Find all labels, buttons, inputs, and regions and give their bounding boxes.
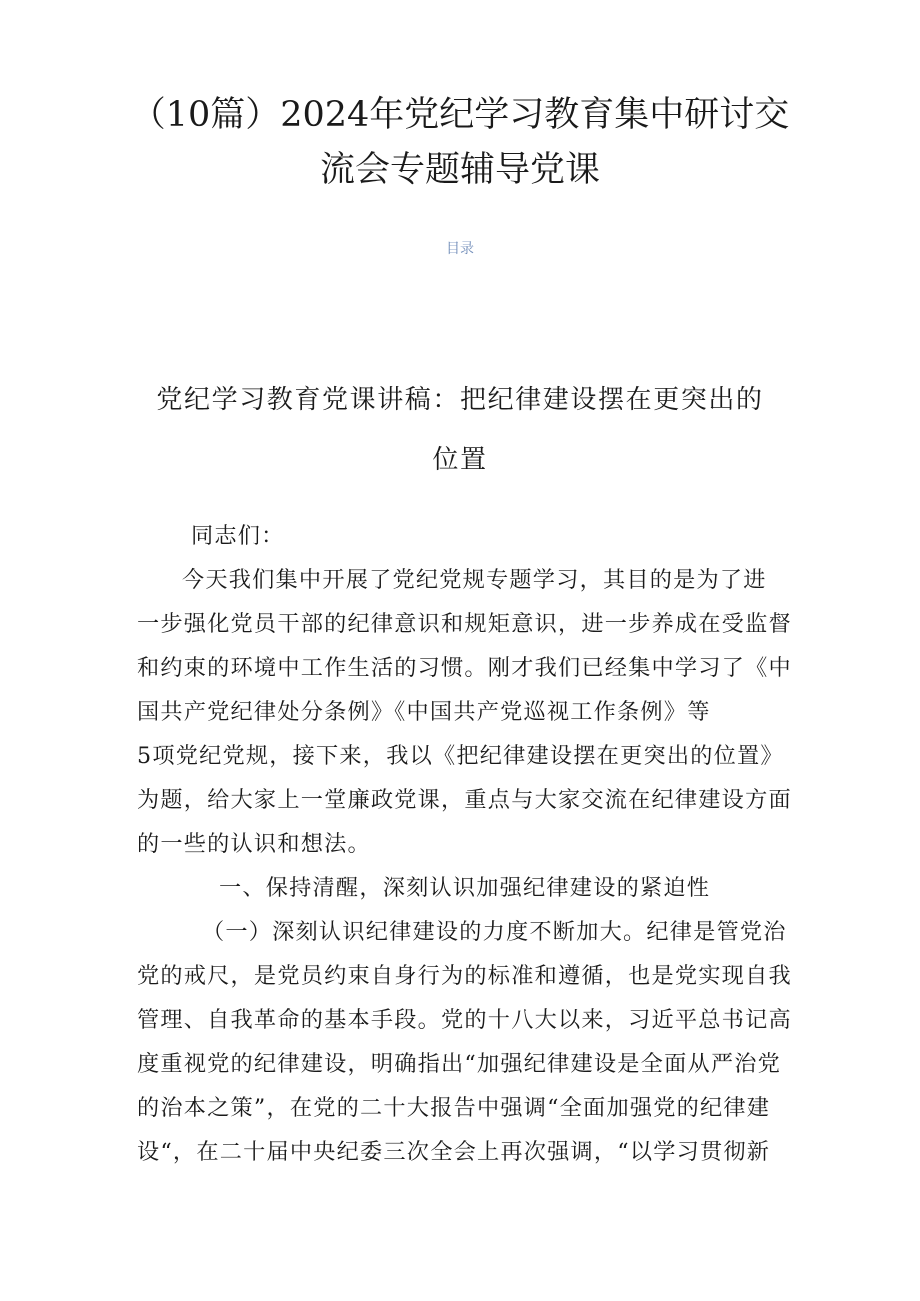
intro-paragraph	[137, 558, 792, 866]
heading-1	[137, 866, 787, 910]
text-line: 设“，在二十届中央纪委三次全会上再次强调，“以学习贯彻新	[137, 1139, 771, 1165]
text-line: 一步强化党员干部的纪律意识和规矩意识，进一步养成在受监督	[137, 611, 792, 637]
text-line: 国共产党纪律处分条例》《中国共产党巡视工作条例》等	[137, 699, 711, 725]
document-title-line: （10篇）2024年党纪学习教育集中研讨交	[130, 95, 790, 135]
text-line: 5项党纪党规，接下来，我以《把纪律建设摆在更突出的位置》	[137, 743, 784, 769]
table-of-contents-link[interactable]: 目录	[446, 241, 474, 257]
text-line: 管理、自我革命的基本手段。党的十八大以来，习近平总书记高	[137, 1007, 792, 1033]
text-line: 今天我们集中开展了党纪党规专题学习，其目的是为了进	[182, 567, 767, 593]
document-body	[137, 514, 792, 1174]
text-line: 的一些的认识和想法。	[137, 831, 371, 857]
salutation	[137, 514, 787, 558]
document-title	[120, 88, 800, 198]
text-line: 一、保持清醒，深刻认识加强纪律建设的紧迫性	[219, 875, 711, 901]
section-title-line: 位置	[432, 445, 488, 475]
document-title-line: 流会专题辅导党课	[319, 150, 600, 190]
section-title-line: 党纪学习教育党课讲稿：把纪律建设摆在更突出的	[156, 385, 764, 415]
text-line: 同志们：	[191, 523, 285, 549]
section-title	[120, 370, 800, 490]
text-line: （一）深刻认识纪律建设的力度不断加大。纪律是管党治	[202, 919, 787, 945]
text-line: 为题，给大家上一堂廉政党课，重点与大家交流在纪律建设方面	[137, 787, 792, 813]
text-line: 的治本之策”，在党的二十大报告中强调“全面加强党的纪律建	[137, 1095, 771, 1121]
text-line: 和约束的环境中工作生活的习惯。刚才我们已经集中学习了《中	[137, 655, 792, 681]
sub-paragraph-1	[137, 910, 792, 1174]
text-line: 度重视党的纪律建设，明确指出“加强纪律建设是全面从严治党	[137, 1051, 782, 1077]
text-line: 党的戒尺，是党员约束自身行为的标准和遵循，也是党实现自我	[137, 963, 792, 989]
